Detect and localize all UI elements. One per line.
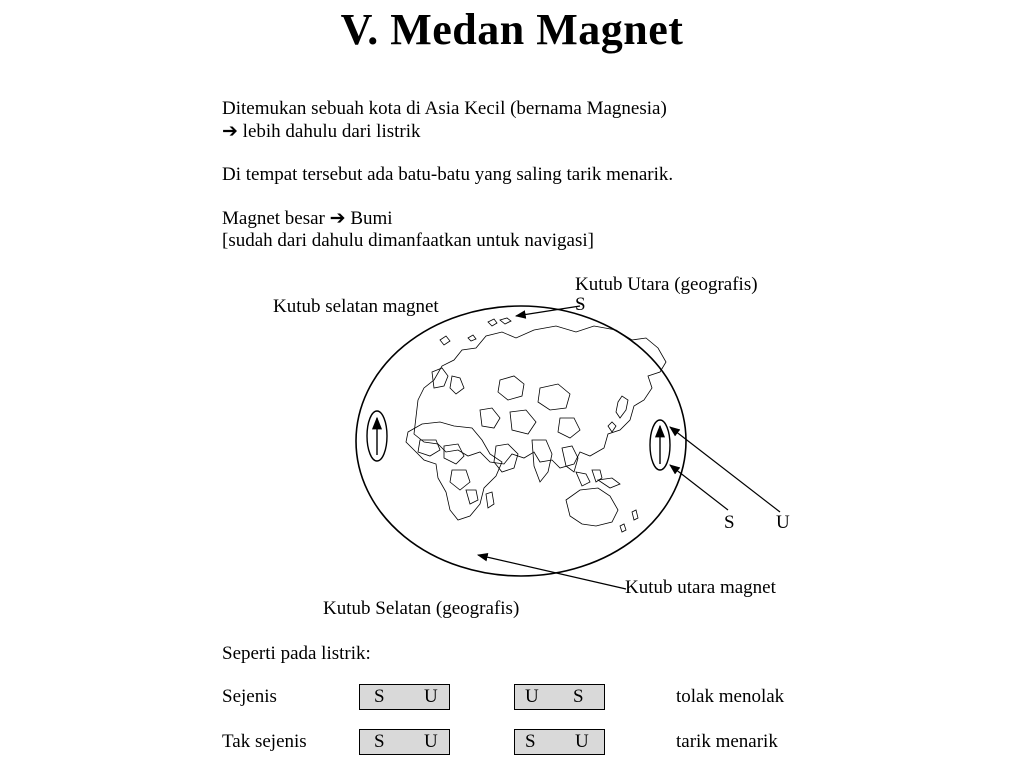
arrow-to-compass-south: [670, 465, 728, 510]
label-pole-u: U: [776, 512, 790, 533]
row-label-tak-sejenis: Tak sejenis: [222, 731, 307, 752]
arrow-right-icon: ➔: [222, 121, 238, 142]
magnet-box: [514, 729, 605, 755]
page-title: V. Medan Magnet: [340, 5, 684, 54]
intro-line-2-text: lebih dahulu dari listrik: [242, 121, 421, 142]
intro-line-4b: Bumi: [350, 208, 393, 229]
comparison-heading: Seperti pada listrik:: [222, 643, 371, 664]
intro-line-1: Ditemukan sebuah kota di Asia Kecil (bernama Magnesia): [222, 98, 667, 119]
label-geo-north-pole: S: [575, 294, 586, 315]
intro-line-5: [sudah dari dahulu dimanfaatkan untuk navigasi]: [222, 230, 594, 251]
row-label-sejenis: Sejenis: [222, 686, 277, 707]
arrow-to-compass-north: [670, 427, 780, 512]
pole-label: S: [573, 686, 584, 707]
arrow-to-magnetic-north: [478, 555, 626, 589]
pole-label: S: [374, 686, 385, 707]
pole-label: U: [424, 686, 438, 707]
magnet-box: [359, 684, 450, 710]
label-geo-north: Kutub Utara (geografis): [575, 274, 758, 295]
pole-label: U: [525, 686, 539, 707]
pole-label: U: [424, 731, 438, 752]
intro-line-3: Di tempat tersebut ada batu-batu yang saling tarik menarik.: [222, 164, 674, 185]
row-result-attract: tarik menarik: [676, 731, 778, 752]
arrow-right-icon: ➔: [329, 208, 346, 229]
row-result-repel: tolak menolak: [676, 686, 785, 707]
world-map: [406, 318, 666, 532]
pole-label: S: [525, 731, 536, 752]
magnet-box: [514, 684, 605, 710]
earth-outline: [356, 306, 686, 576]
pole-label: S: [374, 731, 385, 752]
intro-line-4a: Magnet besar: [222, 208, 325, 229]
label-geo-south: Kutub Selatan (geografis): [323, 598, 520, 619]
label-magnetic-south: Kutub selatan magnet: [273, 296, 439, 317]
magnet-box: [359, 729, 450, 755]
pole-label: U: [575, 731, 589, 752]
label-magnetic-north: Kutub utara magnet: [625, 577, 776, 598]
label-pole-s: S: [724, 512, 735, 533]
